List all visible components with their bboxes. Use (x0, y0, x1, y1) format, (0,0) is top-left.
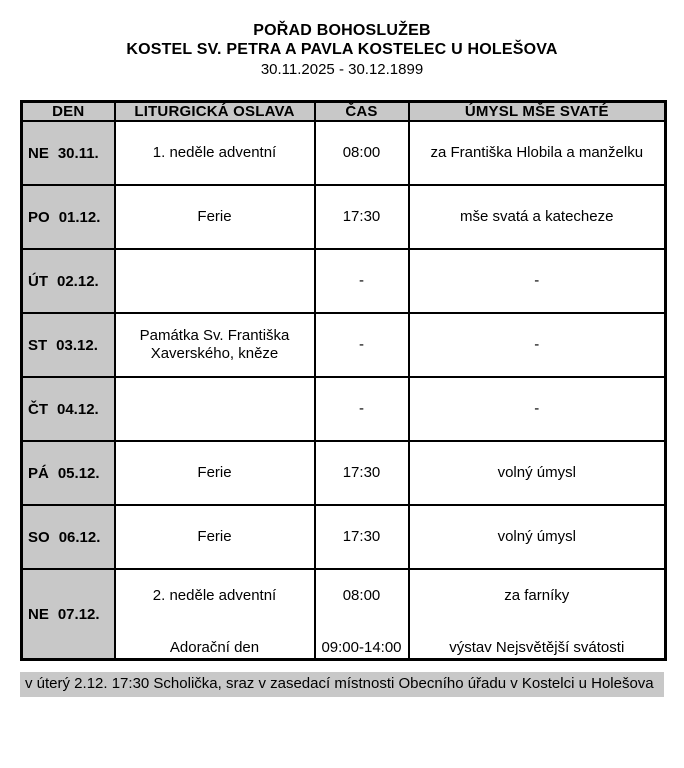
intention-cell (409, 569, 666, 660)
table-row-po-01-12 (22, 185, 666, 249)
celebration-cell: Ferie (115, 185, 315, 249)
day-cell (22, 377, 115, 441)
time-cell: 17:30 (315, 441, 409, 505)
table-row-ne-30-11 (22, 121, 666, 185)
intention-stack (414, 570, 661, 658)
day-date: 01.12. (58, 208, 101, 226)
table-row-ct-04-12 (22, 377, 666, 441)
day-abbrev: SO (28, 528, 50, 546)
celebration-cell (115, 377, 315, 441)
table-header-row (22, 102, 666, 122)
day-abbrev: PÁ (28, 464, 49, 482)
intention-cell: za Františka Hlobila a manželku (409, 121, 666, 185)
time-cell: - (315, 249, 409, 313)
time-cell: - (315, 377, 409, 441)
time-cell: - (315, 313, 409, 377)
day-cell (22, 441, 115, 505)
intention-cell: volný úmysl (409, 441, 666, 505)
celebration-cell: Památka Sv. Františka Xaverského, kněze (115, 313, 315, 377)
celebration-cell: 1. neděle adventní (115, 121, 315, 185)
time-cell: 17:30 (315, 505, 409, 569)
day-cell (22, 505, 115, 569)
celebration-line-1: 2. neděle adventní (152, 587, 277, 604)
day-date: 06.12. (58, 528, 101, 546)
day-abbrev: PO (28, 208, 50, 226)
time-cell: 17:30 (315, 185, 409, 249)
day-date: 05.12. (57, 464, 100, 482)
time-cell: 08:00 (315, 121, 409, 185)
day-cell (22, 249, 115, 313)
celebration-line-2: Adorační den (169, 639, 260, 656)
column-header-den: DEN (22, 102, 115, 122)
intention-cell: - (409, 249, 666, 313)
day-cell (22, 185, 115, 249)
date-range: 30.11.2025 - 30.12.1899 (260, 61, 424, 78)
day-cell (22, 121, 115, 185)
day-cell (22, 313, 115, 377)
table-row-ut-02-12 (22, 249, 666, 313)
document-title: POŘAD BOHOSLUŽEB (253, 22, 431, 39)
table-row-st-03-12 (22, 313, 666, 377)
day-date: 04.12. (57, 400, 99, 418)
time-line-2: 09:00-14:00 (321, 639, 402, 656)
day-date: 30.11. (57, 144, 99, 162)
table-row-ne-07-12 (22, 569, 666, 660)
intention-cell: volný úmysl (409, 505, 666, 569)
celebration-cell (115, 249, 315, 313)
column-header-cas: ČAS (315, 102, 409, 122)
intention-cell: - (409, 313, 666, 377)
intention-line-2: výstav Nejsvětější svátosti (449, 639, 625, 656)
celebration-cell (115, 569, 315, 660)
day-abbrev: NE (28, 144, 49, 162)
time-line-1: 08:00 (342, 587, 381, 604)
time-stack (320, 570, 404, 658)
footer-note: v úterý 2.12. 17:30 Scholička, sraz v zasedací místnosti Obecního úřadu v Kostelci u Holešova (20, 672, 664, 697)
day-abbrev: NE (28, 605, 49, 623)
table-row-pa-05-12 (22, 441, 666, 505)
day-abbrev: ČT (28, 400, 48, 418)
celebration-stack (120, 570, 310, 658)
celebration-cell: Ferie (115, 441, 315, 505)
schedule-table (20, 100, 667, 661)
day-cell (22, 569, 115, 660)
day-date: 07.12. (57, 605, 100, 623)
document-header (0, 0, 684, 79)
day-abbrev: ST (28, 336, 48, 354)
column-header-liturgicka-oslava: LITURGICKÁ OSLAVA (115, 102, 315, 122)
intention-cell: - (409, 377, 666, 441)
column-header-umysl: ÚMYSL MŠE SVATÉ (409, 102, 666, 122)
day-abbrev: ÚT (28, 272, 48, 290)
intention-line-1: za farníky (504, 587, 570, 604)
celebration-cell: Ferie (115, 505, 315, 569)
intention-cell: mše svatá a katecheze (409, 185, 666, 249)
day-date: 02.12. (57, 272, 99, 290)
church-name: KOSTEL SV. PETRA A PAVLA KOSTELEC U HOLEŠOVA (126, 41, 558, 58)
day-date: 03.12. (56, 336, 98, 354)
time-cell (315, 569, 409, 660)
table-row-so-06-12 (22, 505, 666, 569)
